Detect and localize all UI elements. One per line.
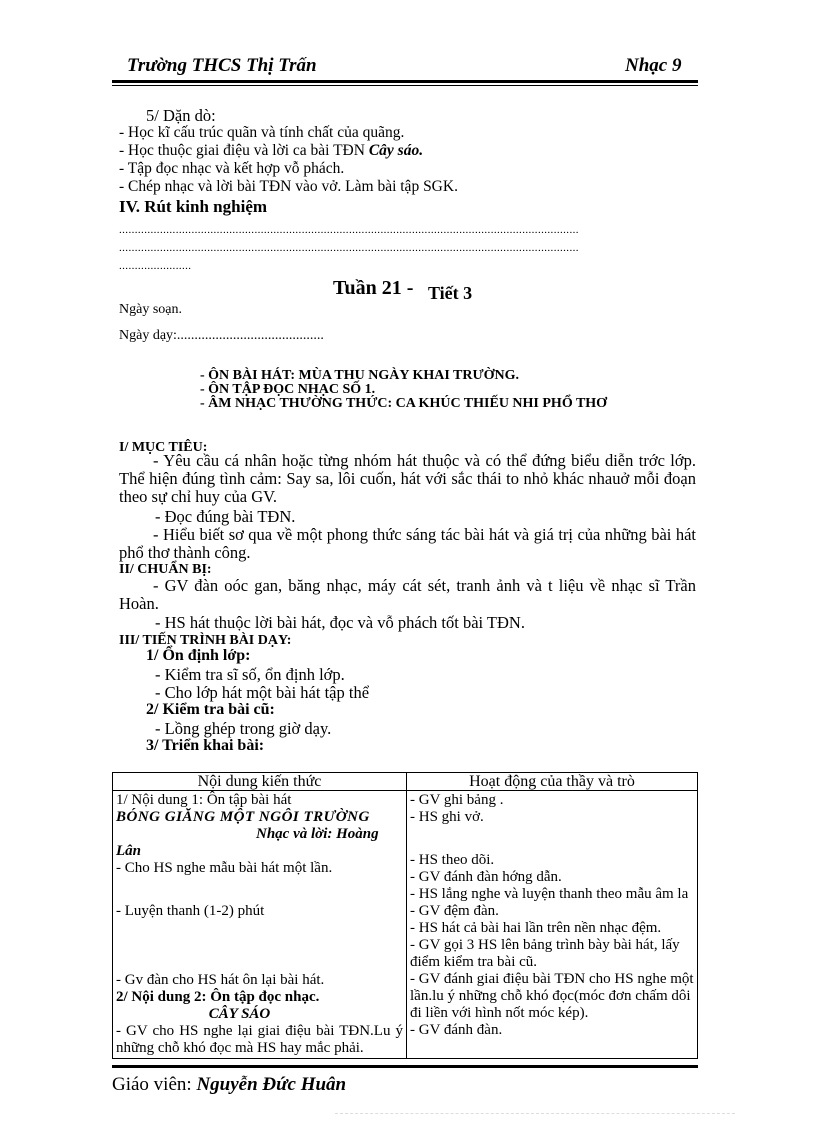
objectives-p1: - Yêu cầu cá nhân hoặc từng nhóm hát thuộc và có thể đứng biểu diễn trớc lớp. Thể hiện đúng tình cảm: Say sa, lôi cuốn, hát với sắc thái to nhỏ khác nhauở mỗi đoạn theo sự chỉ huy của GV. [119,451,696,506]
experience-dots-line: ....................... [119,260,192,272]
activity-item: - GV đánh giai điệu bài TĐN cho HS nghe một lần.lu ý những chỗ khó đọc(móc đơn chấm dôi đi liền với hình nốt móc kép). [410,971,694,1021]
lesson-period: Tiết 3 [428,283,473,303]
homework-item: - Tập đọc nhạc và kết hợp vỗ phách. [119,160,345,177]
content-2-item: - GV cho HS nghe lại giai điệu bài TĐN.Lu ý những chỗ khó đọc mà HS hay mắc phải. [116,1023,403,1056]
activity-item: - GV gọi 3 HS lên bảng trình bày bài hát, lấy điểm kiểm tra bài cũ. [410,937,680,970]
activity-item: - HS ghi vở. [410,809,484,825]
content-1-title: 1/ Nội dung 1: Ôn tập bài hát [116,792,292,808]
table-cell-activities [407,791,698,1059]
activity-item: - GV đánh đàn hớng dẫn. [410,869,562,885]
header-rule-thin [112,85,698,86]
content-1-item: - Luyện thanh (1-2) phút [116,903,265,919]
objectives-p3: - Hiểu biết sơ qua về một phong thức sáng tác bài hát và giá trị của những bài hát phổ thơ thành công. [119,525,696,562]
experience-dots-line: .................................................................................................................................................. [119,242,579,254]
content-1-item: - Cho HS nghe mẫu bài hát một lần. [116,860,333,876]
process-step1-item: - Kiểm tra sĩ số, ổn định lớp. [155,665,345,684]
process-step1: 1/ Ổn định lớp: [146,647,251,664]
homework-item: - Chép nhạc và lời bài TĐN vào vở. Làm bài tập SGK. [119,178,458,195]
homework-item: - Học thuộc giai điệu và lời ca bài TĐN Cây sáo. [119,142,424,159]
process-title: III/ TIẾN TRÌNH BÀI DẠY: [119,633,292,648]
lesson-week: Tuần 21 - [333,277,414,299]
table-row [113,791,698,1059]
activity-item: - GV đệm đàn. [410,903,499,919]
process-step2-item: - Lồng ghép trong giờ dạy. [155,719,332,738]
table-header-content: Nội dung kiến thức [113,773,407,791]
activity-item: - HS lắng nghe và luyện thanh theo mẫu âm la [410,886,689,902]
objectives-p2: - Đọc đúng bài TĐN. [155,507,296,526]
content-1-song: BÓNG GIĂNG MỘT NGÔI TRƯỜNG [116,809,370,825]
process-step2: 2/ Kiểm tra bài cũ: [146,701,275,718]
preparation-title: II/ CHUẨN BỊ: [119,562,212,577]
content-1-author: Nhạc và lời: Hoàng Lân [116,826,379,859]
footer-teacher: Giáo viên: Nguyễn Đức Huân [112,1074,347,1095]
objectives-title: I/ MỤC TIÊU: [119,440,208,455]
footer-divider [335,1113,735,1115]
table-cell-content [113,791,407,1059]
lesson-topic: - ÔN TẬP ĐỌC NHẠC SỐ 1. [200,382,376,397]
experience-dots-line: .................................................................................................................................................. [119,224,579,236]
content-1-item: - Gv đàn cho HS hát ôn lại bài hát. [116,972,325,988]
header-rule [112,80,698,83]
preparation-p1: - GV đàn oóc gan, băng nhạc, máy cát sét, tranh ảnh và t liệu về nhạc sĩ Trần Hoàn. [119,576,696,613]
prep-date: Ngày soạn. [119,302,182,317]
footer-rule [112,1065,698,1068]
activity-item: - GV đánh đàn. [410,1022,503,1038]
table-header-activities: Hoạt động của thầy và trò [407,773,698,791]
teach-date: Ngày dạy:.......................................... [119,328,324,343]
activity-item: - HS hát cả bài hai lần trên nền nhạc đệm. [410,920,662,936]
lesson-topic: - ÂM NHẠC THƯỜNG THỨC: CA KHÚC THIẾU NHI PHỔ THƠ [200,396,608,411]
lesson-topic: - ÔN BÀI HÁT: MÙA THU NGÀY KHAI TRƯỜNG. [200,368,520,383]
process-step3: 3/ Triển khai bài: [146,737,265,754]
activity-item: - GV ghi bảng . [410,792,504,808]
lesson-plan-table [112,772,698,1059]
homework-title: 5/ Dặn dò: [146,106,216,125]
experience-heading: IV. Rút kinh nghiệm [119,197,268,216]
content-2-song: CÂY SÁO [208,1006,271,1022]
header-subject: Nhạc 9 [625,55,682,76]
header-school: Trường THCS Thị Trấn [127,55,317,76]
preparation-p2: - HS hát thuộc lời bài hát, đọc và vỗ phách tốt bài TĐN. [155,613,525,632]
homework-item: - Học kĩ cấu trúc quãn và tính chất của quãng. [119,124,405,141]
content-2-title: 2/ Nội dung 2: Ôn tập đọc nhạc. [116,989,320,1005]
process-step1-item: - Cho lớp hát một bài hát tập thể [155,683,370,702]
table-header-row [113,773,698,791]
activity-item: - HS theo dõi. [410,852,495,868]
homework-song-name: Cây sáo. [368,142,424,159]
